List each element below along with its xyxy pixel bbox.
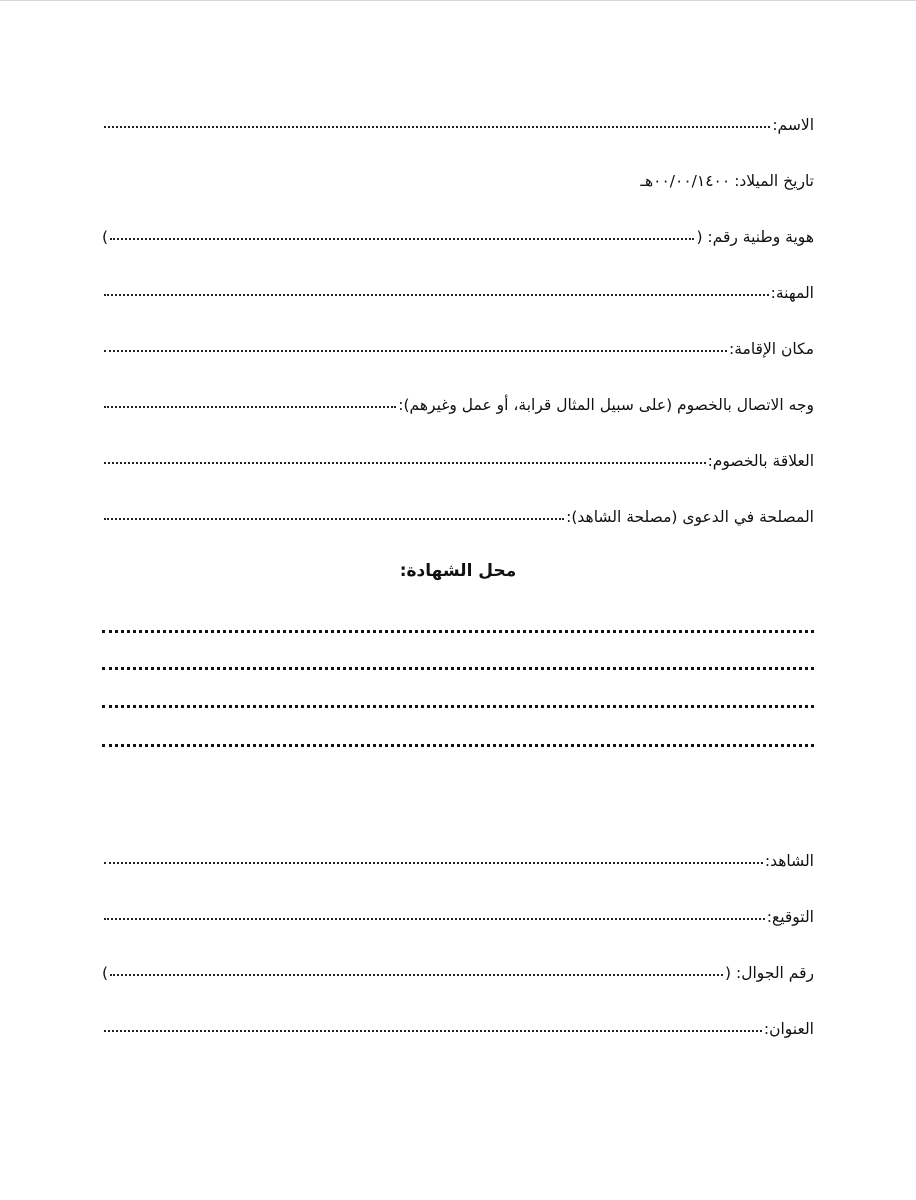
interest-label: المصلحة في الدعوى (مصلحة الشاهد): [566, 508, 814, 526]
signature-label: التوقيع: [766, 908, 814, 926]
address-dotted-line[interactable] [104, 1030, 762, 1032]
connection-field[interactable] [102, 390, 814, 420]
birth-date-field [102, 166, 814, 196]
relationship-label: العلاقة بالخصوم: [707, 452, 814, 470]
witness-label: الشاهد: [764, 852, 814, 870]
national-id-close-paren: ) [102, 228, 109, 246]
residence-field[interactable] [102, 334, 814, 364]
mobile-label: رقم الجوال: ( [725, 964, 814, 982]
section-title: محل الشهادة: [399, 561, 517, 581]
name-label: الاسم: [772, 116, 814, 134]
mobile-close-paren: ) [102, 964, 109, 982]
testimony-line-2[interactable] [102, 667, 814, 670]
national-id-dotted-line[interactable] [110, 238, 694, 240]
interest-dotted-line[interactable] [104, 518, 564, 520]
witness-dotted-line[interactable] [104, 862, 763, 864]
testimony-line-4[interactable] [102, 744, 814, 747]
profession-dotted-line[interactable] [104, 294, 769, 296]
national-id-field[interactable] [102, 222, 814, 252]
testimony-line-1[interactable] [102, 630, 814, 633]
witness-field[interactable] [102, 846, 814, 876]
testimony-line-3[interactable] [102, 705, 814, 708]
signature-field[interactable] [102, 902, 814, 932]
connection-dotted-line[interactable] [104, 406, 396, 408]
name-field[interactable] [102, 110, 814, 140]
address-field[interactable] [102, 1014, 814, 1044]
relationship-field[interactable] [102, 446, 814, 476]
birth-date-value: ٠٠/٠٠/١٤٠٠هـ [640, 172, 731, 190]
mobile-field[interactable] [102, 958, 814, 988]
profession-label: المهنة: [770, 284, 814, 302]
address-label: العنوان: [763, 1020, 814, 1038]
relationship-dotted-line[interactable] [104, 462, 706, 464]
signature-dotted-line[interactable] [104, 918, 765, 920]
residence-dotted-line[interactable] [104, 350, 727, 352]
national-id-label: هوية وطنية رقم: ( [696, 228, 814, 246]
mobile-dotted-line[interactable] [110, 974, 723, 976]
name-dotted-line[interactable] [104, 126, 770, 128]
interest-field[interactable] [102, 502, 814, 532]
connection-label: وجه الاتصال بالخصوم (على سبيل المثال قرابة، أو عمل وغيرهم): [398, 396, 814, 414]
residence-label: مكان الإقامة: [728, 340, 814, 358]
profession-field[interactable] [102, 278, 814, 308]
birth-date-label: تاريخ الميلاد: [734, 172, 814, 190]
